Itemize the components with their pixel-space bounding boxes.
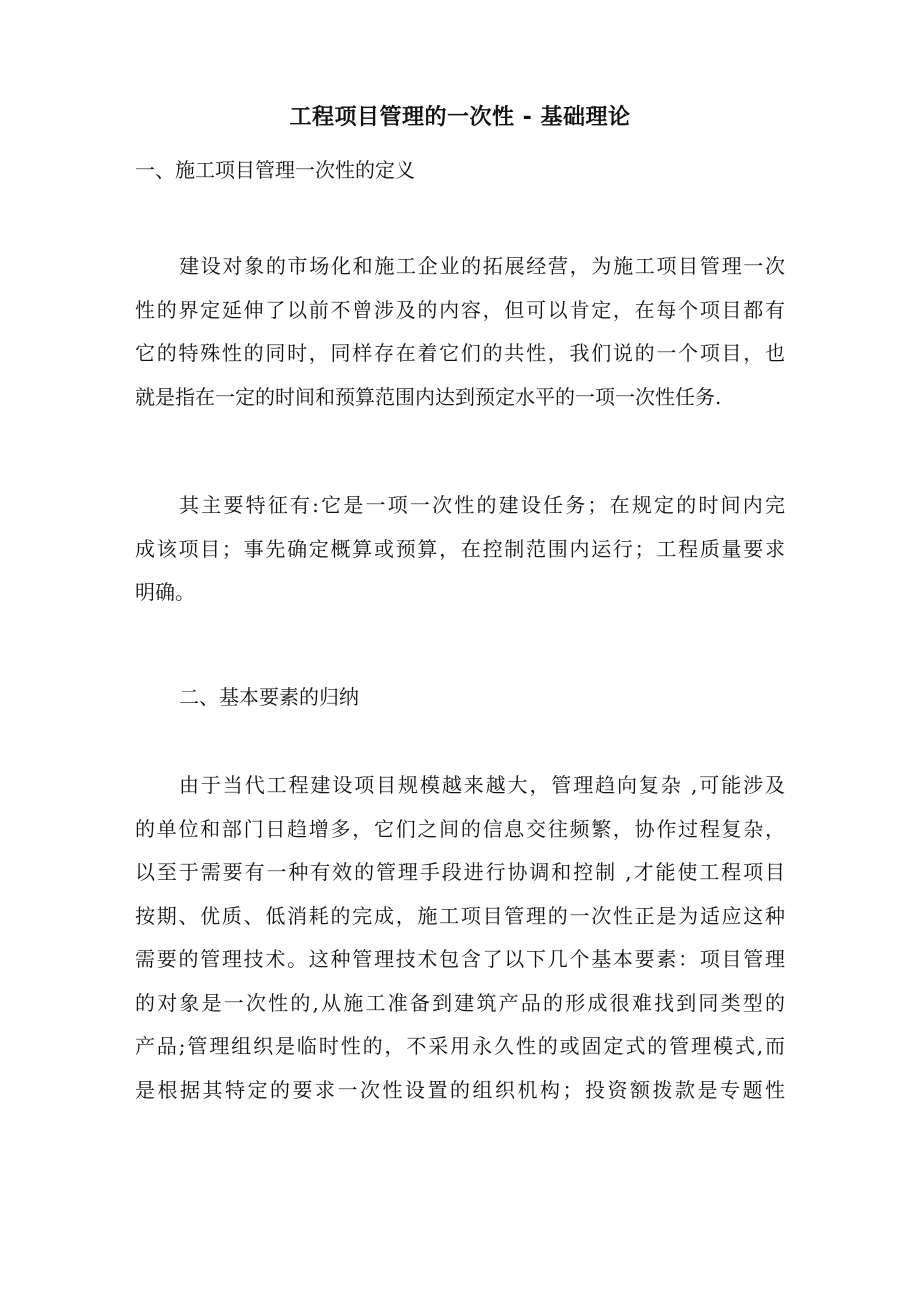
paragraph-line: 由于当代工程建设项目规模越来越大，管理趋向复杂 ,可能涉及 — [179, 773, 785, 797]
paragraph-line: 性的界定延伸了以前不曾涉及的内容，但可以肯定，在每个项目都有 — [135, 297, 785, 322]
paragraph-line: 按期、优质、低消耗的完成，施工项目管理的一次性正是为适应这种 — [135, 903, 785, 928]
paragraph-features — [135, 484, 785, 615]
paragraph-elements — [135, 764, 785, 1112]
paragraph-line: 的对象是一次性的,从施工准备到建筑产品的形成很难找到同类型的 — [135, 990, 785, 1015]
paragraph-line: 明确。 — [135, 580, 195, 604]
paragraph-line: 建设对象的市场化和施工企业的拓展经营，为施工项目管理一次 — [179, 254, 785, 278]
paragraph-line: 它的特殊性的同时，同样存在着它们的共性，我们说的一个项目，也 — [135, 341, 785, 365]
paragraph-definition — [135, 245, 785, 419]
paragraph-line: 是根据其特定的要求一次性设置的组织机构；投资额拨款是专题性 — [135, 1077, 785, 1102]
paragraph-line: 其主要特征有:它是一项一次性的建设任务；在规定的时间内完 — [179, 493, 785, 517]
paragraph-line: 需要的管理技术。这种管理技术包含了以下几个基本要素：项目管理 — [135, 947, 785, 971]
section-heading-elements: 二、基本要素的归纳 — [179, 685, 359, 709]
paragraph-line: 以至于需要有一种有效的管理手段进行协调和控制 ,才能使工程项目 — [135, 860, 785, 884]
document-title: 工程项目管理的一次性 - 基础理论 — [289, 105, 631, 130]
section-heading-definition: 一、施工项目管理一次性的定义 — [135, 158, 415, 182]
paragraph-line: 的单位和部门日趋增多，它们之间的信息交往频繁，协作过程复杂， — [135, 816, 785, 841]
paragraph-line: 产品;管理组织是临时性的，不采用永久性的或固定式的管理模式,而 — [135, 1034, 785, 1058]
paragraph-line: 就是指在一定的时间和预算范围内达到预定水平的一项一次性任务. — [135, 384, 722, 409]
paragraph-line: 成该项目；事先确定概算或预算，在控制范围内运行；工程质量要求 — [135, 536, 785, 561]
